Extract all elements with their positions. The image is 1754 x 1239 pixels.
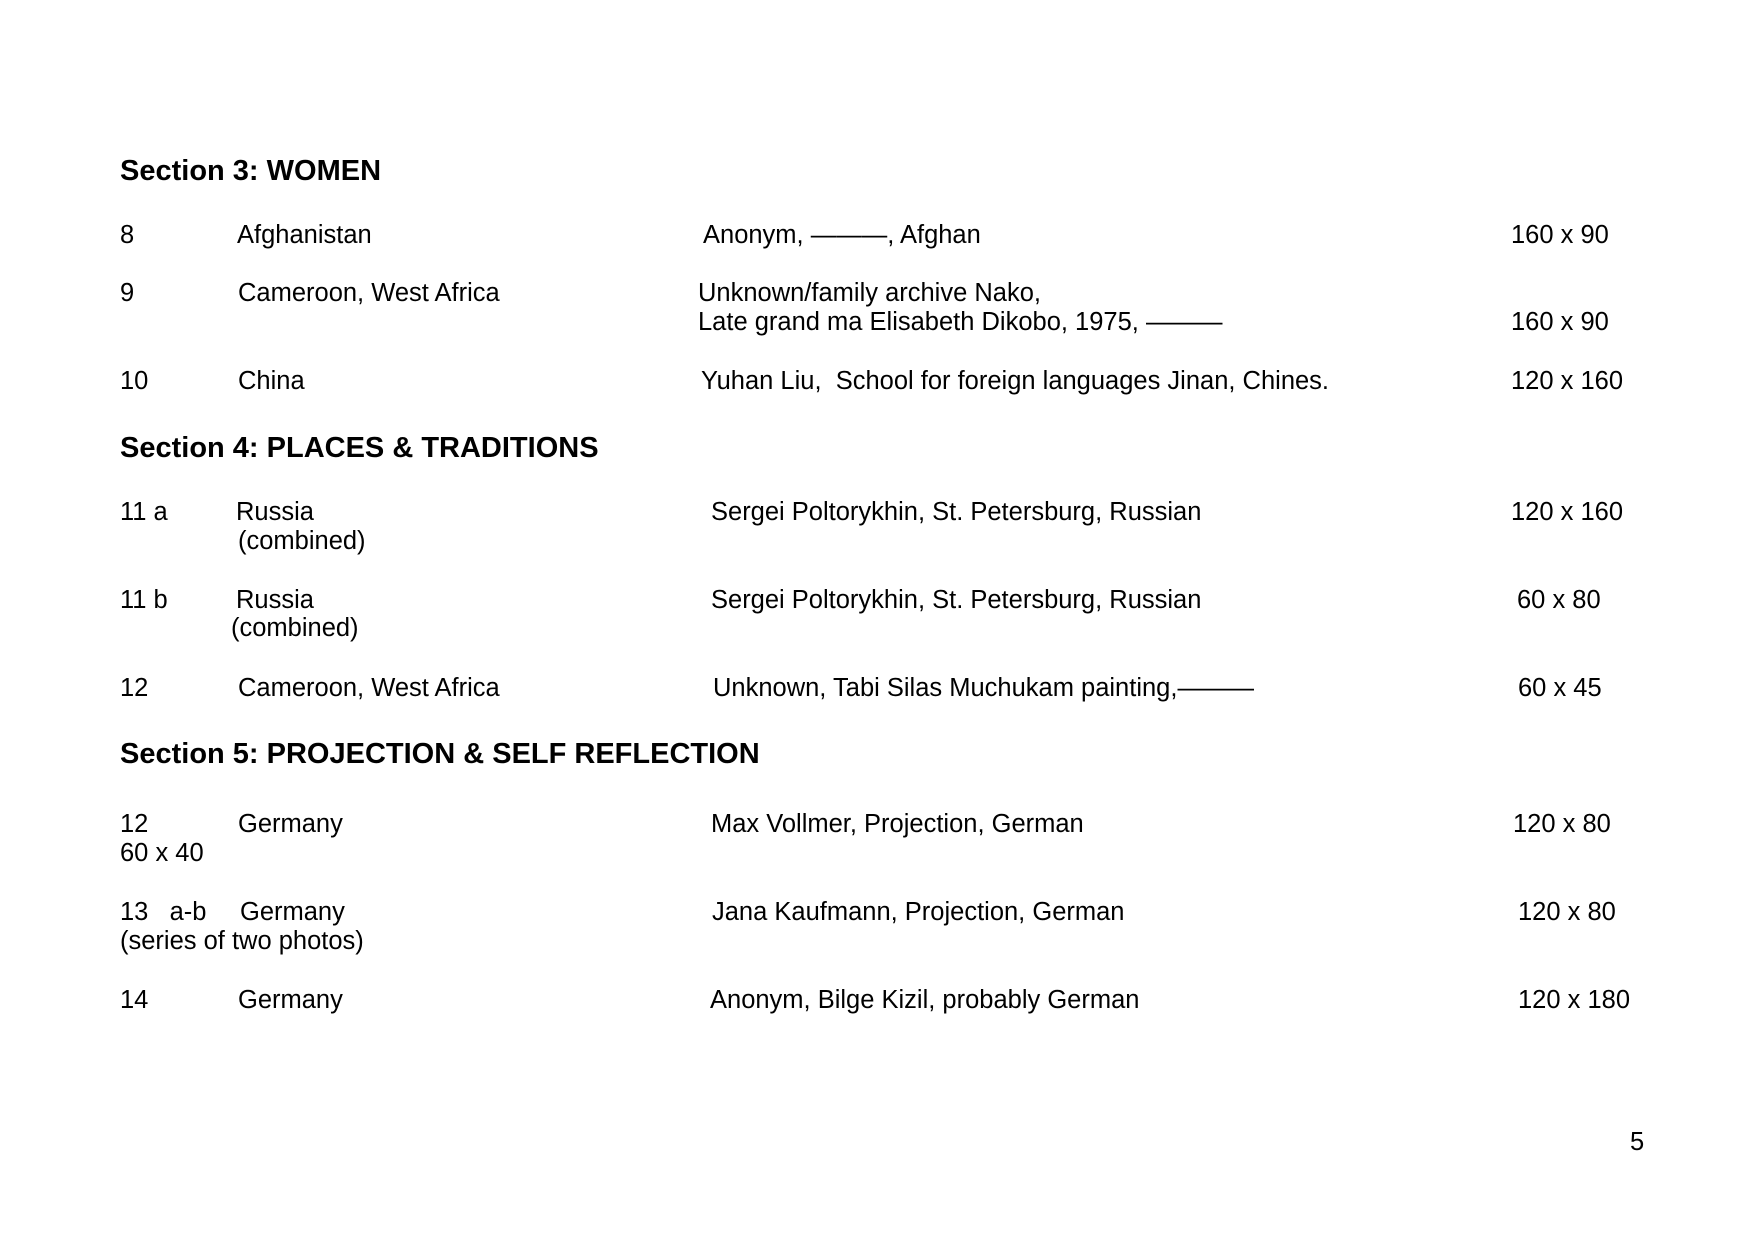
- item-size: 120 x 80: [1513, 810, 1611, 838]
- item-country: China: [238, 367, 305, 395]
- section-heading: Section 3: WOMEN: [120, 155, 382, 187]
- item-credit: Sergei Poltorykhin, St. Petersburg, Russian: [711, 498, 1202, 526]
- item-number: 10: [120, 367, 149, 395]
- item-size: 120 x 160: [1511, 498, 1624, 526]
- item-credit: Unknown, Tabi Silas Muchukam painting,———: [713, 674, 1254, 702]
- item-size: 160 x 90: [1511, 221, 1609, 249]
- item-country: Cameroon, West Africa: [238, 279, 500, 307]
- item-number: 13 a-b: [120, 898, 207, 926]
- item-number: 9: [120, 279, 135, 307]
- item-country: Cameroon, West Africa: [238, 674, 500, 702]
- item-note: (series of two photos): [120, 927, 364, 955]
- item-country: Russia: [236, 586, 314, 614]
- item-number: 8: [120, 221, 135, 249]
- item-credit: Anonym, Bilge Kizil, probably German: [710, 986, 1140, 1014]
- item-size: 60 x 45: [1518, 674, 1602, 702]
- item-credit: Max Vollmer, Projection, German: [711, 810, 1084, 838]
- section-heading: Section 4: PLACES & TRADITIONS: [120, 432, 599, 464]
- item-country: Afghanistan: [237, 221, 372, 249]
- item-country-line2: (combined): [238, 527, 366, 555]
- item-size: 120 x 160: [1511, 367, 1624, 395]
- item-size: 60 x 80: [1517, 586, 1601, 614]
- item-number: 12: [120, 810, 149, 838]
- item-country-line2: (combined): [231, 614, 359, 642]
- item-size: 120 x 80: [1518, 898, 1616, 926]
- item-credit-line2: Late grand ma Elisabeth Dikobo, 1975, ———: [698, 308, 1223, 336]
- item-country: Russia: [236, 498, 314, 526]
- item-country: Germany: [238, 986, 343, 1014]
- item-country: Germany: [240, 898, 345, 926]
- item-number: 11 b: [120, 586, 168, 614]
- item-credit: Sergei Poltorykhin, St. Petersburg, Russian: [711, 586, 1202, 614]
- section-heading: Section 5: PROJECTION & SELF REFLECTION: [120, 738, 760, 770]
- item-note: 60 x 40: [120, 839, 204, 867]
- item-size: 160 x 90: [1511, 308, 1609, 336]
- item-country: Germany: [238, 810, 343, 838]
- item-number: 12: [120, 674, 149, 702]
- page-number: 5: [1630, 1128, 1645, 1156]
- item-number: 11 a: [120, 498, 168, 526]
- item-credit: Unknown/family archive Nako,: [698, 279, 1041, 307]
- item-credit: Anonym, ———, Afghan: [703, 221, 981, 249]
- item-number: 14: [120, 986, 149, 1014]
- item-size: 120 x 180: [1518, 986, 1631, 1014]
- item-credit: Jana Kaufmann, Projection, German: [712, 898, 1125, 926]
- item-credit: Yuhan Liu, School for foreign languages Jinan, Chines.: [701, 367, 1330, 395]
